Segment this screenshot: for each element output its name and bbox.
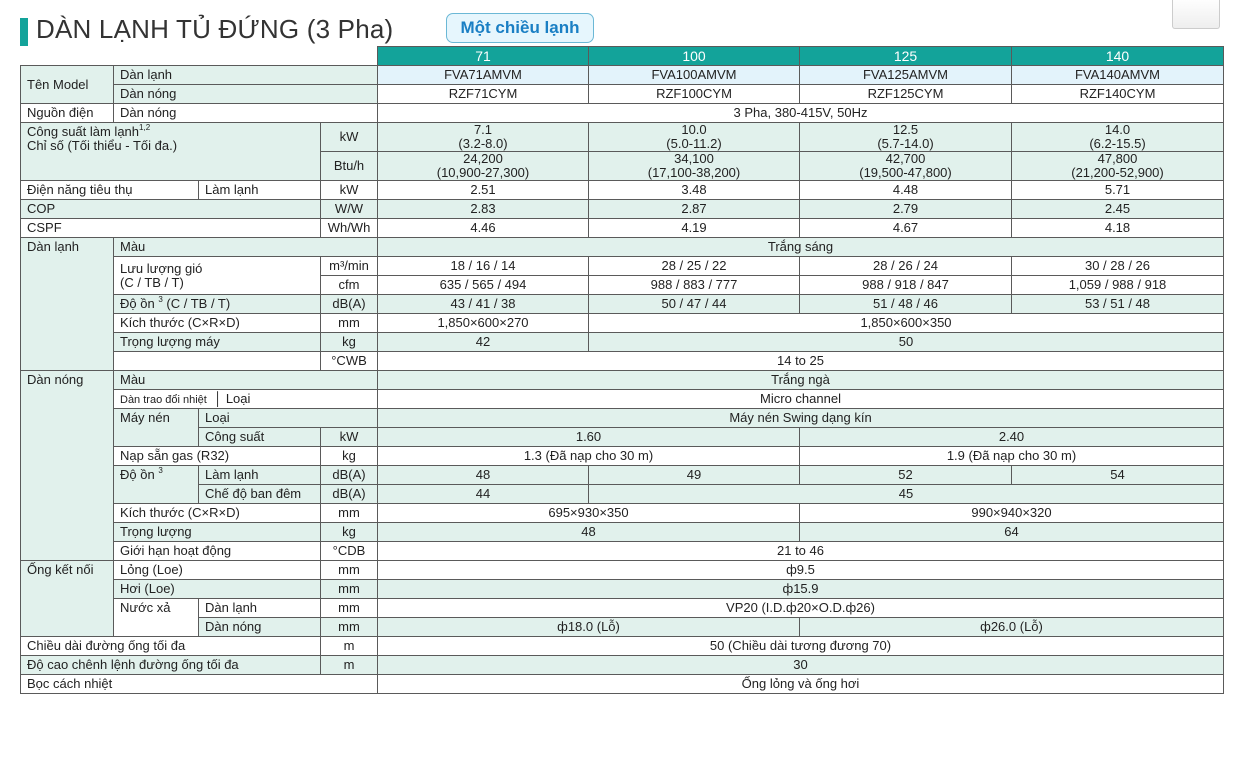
unit-mm: mm: [321, 580, 378, 599]
refrigerant-value: 1.3 (Đã nạp cho 30 m): [378, 447, 800, 466]
outdoor-color-value: Trắng ngà: [378, 371, 1224, 390]
outdoor-model: RZF100CYM: [589, 85, 800, 104]
cop-value: 2.87: [589, 200, 800, 219]
indoor-model: FVA125AMVM: [800, 66, 1012, 85]
indoor-model: FVA140AMVM: [1012, 66, 1224, 85]
label-airflow: Lưu lượng gió (C / TB / T): [114, 257, 321, 295]
label-refrigerant: Nạp sẵn gas (R32): [114, 447, 321, 466]
indoor-model: FVA100AMVM: [589, 66, 800, 85]
capacity-kw: 12.5 (5.7-14.0): [800, 123, 1012, 152]
unit-mm: mm: [321, 504, 378, 523]
airflow-m3: 18 / 16 / 14: [378, 257, 589, 276]
title-accent-bar: [20, 18, 28, 46]
row-cspf: [21, 219, 1224, 238]
label-max-height-diff: Độ cao chênh lệnh đường ống tối đa: [21, 656, 321, 675]
unit-ww: W/W: [321, 200, 378, 219]
row-indoor-color: [21, 238, 1224, 257]
label-indoor-noise: Độ ồn $^3$ (C / TB / T): [114, 295, 321, 314]
unit-dba: dB(A): [321, 295, 378, 314]
model-col-100: 100: [589, 47, 800, 66]
unit-whwh: Wh/Wh: [321, 219, 378, 238]
row-indoor-range: [21, 352, 1224, 371]
row-drain-indoor: [21, 599, 1224, 618]
row-refrigerant: [21, 447, 1224, 466]
row-outdoor-noise-night: [21, 485, 1224, 504]
compressor-type-value: Máy nén Swing dạng kín: [378, 409, 1224, 428]
outdoor-noise-cool: 48: [378, 466, 589, 485]
indoor-noise: 51 / 48 / 46: [800, 295, 1012, 314]
row-gas-pipe: [21, 580, 1224, 599]
unit-kw: kW: [321, 123, 378, 152]
label-cop: COP: [21, 200, 321, 219]
unit-mm: mm: [321, 599, 378, 618]
power-consumption: 2.51: [378, 181, 589, 200]
label-piping: Ống kết nối: [21, 561, 114, 637]
outdoor-model: RZF125CYM: [800, 85, 1012, 104]
outdoor-noise-night: 45: [589, 485, 1224, 504]
cop-value: 2.83: [378, 200, 589, 219]
label-model-name: Tên Model: [21, 66, 114, 104]
row-indoor-dim: [21, 314, 1224, 333]
label-capacity: [21, 123, 321, 181]
model-col-125: 125: [800, 47, 1012, 66]
label-outdoor-noise: Độ ồn $^3$: [114, 466, 199, 504]
label-indoor-group: Dàn lạnh: [21, 238, 114, 371]
power-source-value: 3 Pha, 380-415V, 50Hz: [378, 104, 1224, 123]
label-outdoor: Dàn nóng: [114, 104, 378, 123]
capacity-kw: 10.0 (5.0-11.2): [589, 123, 800, 152]
label-outdoor-group: Dàn nóng: [21, 371, 114, 561]
product-thumbnail: [1172, 0, 1220, 29]
row-airflow-m3: [21, 257, 1224, 276]
row-outdoor-model: [21, 85, 1224, 104]
capacity-kw: 14.0 (6.2-15.5): [1012, 123, 1224, 152]
unit-kg: kg: [321, 523, 378, 542]
row-max-pipe-length: [21, 637, 1224, 656]
compressor-output: 2.40: [800, 428, 1224, 447]
row-outdoor-dim: [21, 504, 1224, 523]
unit-mm: mm: [321, 561, 378, 580]
cspf-value: 4.19: [589, 219, 800, 238]
unit-m: m: [321, 656, 378, 675]
model-header-row: [21, 47, 1224, 66]
hex-type-value: Micro channel: [378, 390, 1224, 409]
unit-m: m: [321, 637, 378, 656]
drain-outdoor: ф26.0 (Lỗ): [800, 618, 1224, 637]
mode-badge: Một chiều lạnh: [446, 13, 594, 43]
header: [20, 10, 1230, 46]
power-consumption: 5.71: [1012, 181, 1224, 200]
row-power-source: [21, 104, 1224, 123]
unit-kw: kW: [321, 428, 378, 447]
row-power-consumption: [21, 181, 1224, 200]
row-liquid-pipe: [21, 561, 1224, 580]
unit-mm: mm: [321, 314, 378, 333]
label-color: Màu: [114, 238, 378, 257]
capacity-btu: 24,200 (10,900-27,300): [378, 152, 589, 181]
row-outdoor-noise-cool: [21, 466, 1224, 485]
power-consumption: 4.48: [800, 181, 1012, 200]
page-title: DÀN LẠNH TỦ ĐỨNG (3 Pha): [36, 14, 394, 44]
airflow-cfm: 988 / 918 / 847: [800, 276, 1012, 295]
label-cooling: Làm lạnh: [199, 181, 321, 200]
indoor-model: FVA71AMVM: [378, 66, 589, 85]
outdoor-model: RZF140CYM: [1012, 85, 1224, 104]
label-drain: Nước xả: [114, 599, 199, 637]
indoor-noise: 53 / 51 / 48: [1012, 295, 1224, 314]
label-compressor: Máy nén: [114, 409, 199, 447]
label-dimensions: Kích thước (C×R×D): [114, 504, 321, 523]
label-dimensions: Kích thước (C×R×D): [114, 314, 321, 333]
capacity-footnote: 1,2: [139, 123, 151, 132]
unit-m3min: m³/min: [321, 257, 378, 276]
unit-cfm: cfm: [321, 276, 378, 295]
indoor-color-value: Trắng sáng: [378, 238, 1224, 257]
cspf-value: 4.46: [378, 219, 589, 238]
label-operation-range: Giới hạn hoạt động: [114, 542, 321, 561]
row-insulation: [21, 675, 1224, 694]
unit-mm: mm: [321, 618, 378, 637]
label-output: Công suất: [199, 428, 321, 447]
capacity-line2: Chỉ số (Tối thiểu - Tối đa.): [27, 138, 178, 153]
label-type: Loại: [199, 409, 378, 428]
airflow-m3: 28 / 25 / 22: [589, 257, 800, 276]
label-heat-exchanger: Dàn trao đổi nhiệt │ Loại: [114, 390, 378, 409]
airflow-cfm: 988 / 883 / 777: [589, 276, 800, 295]
indoor-dim: 1,850×600×270: [378, 314, 589, 333]
drain-indoor: VP20 (I.D.ф20×O.D.ф26): [378, 599, 1224, 618]
label-indoor-range-blank: [114, 352, 321, 371]
model-col-140: 140: [1012, 47, 1224, 66]
outdoor-weight: 64: [800, 523, 1224, 542]
label-cooling: Làm lạnh: [199, 466, 321, 485]
row-compressor-type: [21, 409, 1224, 428]
label-drain-outdoor: Dàn nóng: [199, 618, 321, 637]
unit-btuh: Btu/h: [321, 152, 378, 181]
capacity-line1: Công suất làm lạnh: [27, 124, 140, 139]
row-compressor-output: [21, 428, 1224, 447]
cop-value: 2.45: [1012, 200, 1224, 219]
outdoor-model: RZF71CYM: [378, 85, 589, 104]
unit-dba: dB(A): [321, 466, 378, 485]
row-indoor-model: [21, 66, 1224, 85]
cspf-value: 4.18: [1012, 219, 1224, 238]
label-noise-night: Chế độ ban đêm: [199, 485, 321, 504]
airflow-m3: 30 / 28 / 26: [1012, 257, 1224, 276]
row-indoor-noise: [21, 295, 1224, 314]
row-capacity-kw: [21, 123, 1224, 152]
cspf-value: 4.67: [800, 219, 1012, 238]
outdoor-dim: 695×930×350: [378, 504, 800, 523]
indoor-weight: 42: [378, 333, 589, 352]
label-outdoor: Dàn nóng: [114, 85, 378, 104]
label-liquid: Lỏng (Loe): [114, 561, 321, 580]
insulation-value: Ống lỏng và ống hơi: [378, 675, 1224, 694]
liquid-pipe: ф9.5: [378, 561, 1224, 580]
label-power-consumption: Điện năng tiêu thụ: [21, 181, 199, 200]
unit-cdb: °CDB: [321, 542, 378, 561]
model-col-71: 71: [378, 47, 589, 66]
drain-outdoor: ф18.0 (Lỗ): [378, 618, 800, 637]
airflow-cfm: 1,059 / 988 / 918: [1012, 276, 1224, 295]
row-outdoor-weight: [21, 523, 1224, 542]
indoor-range: 14 to 25: [378, 352, 1224, 371]
power-consumption: 3.48: [589, 181, 800, 200]
row-max-height-diff: [21, 656, 1224, 675]
label-weight: Trọng lượng: [114, 523, 321, 542]
row-drain-outdoor: [21, 618, 1224, 637]
row-cop: [21, 200, 1224, 219]
label-indoor: Dàn lạnh: [114, 66, 378, 85]
cop-value: 2.79: [800, 200, 1012, 219]
refrigerant-value: 1.9 (Đã nạp cho 30 m): [800, 447, 1224, 466]
gas-pipe: ф15.9: [378, 580, 1224, 599]
airflow-cfm: 635 / 565 / 494: [378, 276, 589, 295]
outdoor-range: 21 to 46: [378, 542, 1224, 561]
spec-table: [20, 46, 1224, 694]
row-hex-type: [21, 390, 1224, 409]
indoor-dim: 1,850×600×350: [589, 314, 1224, 333]
capacity-btu: 42,700 (19,500-47,800): [800, 152, 1012, 181]
outdoor-noise-night: 44: [378, 485, 589, 504]
unit-kg: kg: [321, 447, 378, 466]
label-color: Màu: [114, 371, 378, 390]
indoor-noise: 43 / 41 / 38: [378, 295, 589, 314]
row-outdoor-range: [21, 542, 1224, 561]
capacity-btu: 34,100 (17,100-38,200): [589, 152, 800, 181]
unit-dba: dB(A): [321, 485, 378, 504]
outdoor-noise-cool: 49: [589, 466, 800, 485]
row-outdoor-color: [21, 371, 1224, 390]
label-drain-indoor: Dàn lạnh: [199, 599, 321, 618]
max-pipe-length: 50 (Chiều dài tương đương 70): [378, 637, 1224, 656]
indoor-noise: 50 / 47 / 44: [589, 295, 800, 314]
compressor-output: 1.60: [378, 428, 800, 447]
label-max-pipe-length: Chiều dài đường ống tối đa: [21, 637, 321, 656]
outdoor-weight: 48: [378, 523, 800, 542]
capacity-btu: 47,800 (21,200-52,900): [1012, 152, 1224, 181]
label-power-source: Nguồn điện: [21, 104, 114, 123]
unit-kg: kg: [321, 333, 378, 352]
label-gas: Hơi (Loe): [114, 580, 321, 599]
row-indoor-weight: [21, 333, 1224, 352]
outdoor-noise-cool: 52: [800, 466, 1012, 485]
capacity-kw: 7.1 (3.2-8.0): [378, 123, 589, 152]
outdoor-dim: 990×940×320: [800, 504, 1224, 523]
label-weight-unit: Trọng lượng máy: [114, 333, 321, 352]
outdoor-noise-cool: 54: [1012, 466, 1224, 485]
label-cspf: CSPF: [21, 219, 321, 238]
max-height-diff: 30: [378, 656, 1224, 675]
label-insulation: Bọc cách nhiệt: [21, 675, 378, 694]
indoor-weight: 50: [589, 333, 1224, 352]
unit-kw: kW: [321, 181, 378, 200]
unit-cwb: °CWB: [321, 352, 378, 371]
airflow-m3: 28 / 26 / 24: [800, 257, 1012, 276]
